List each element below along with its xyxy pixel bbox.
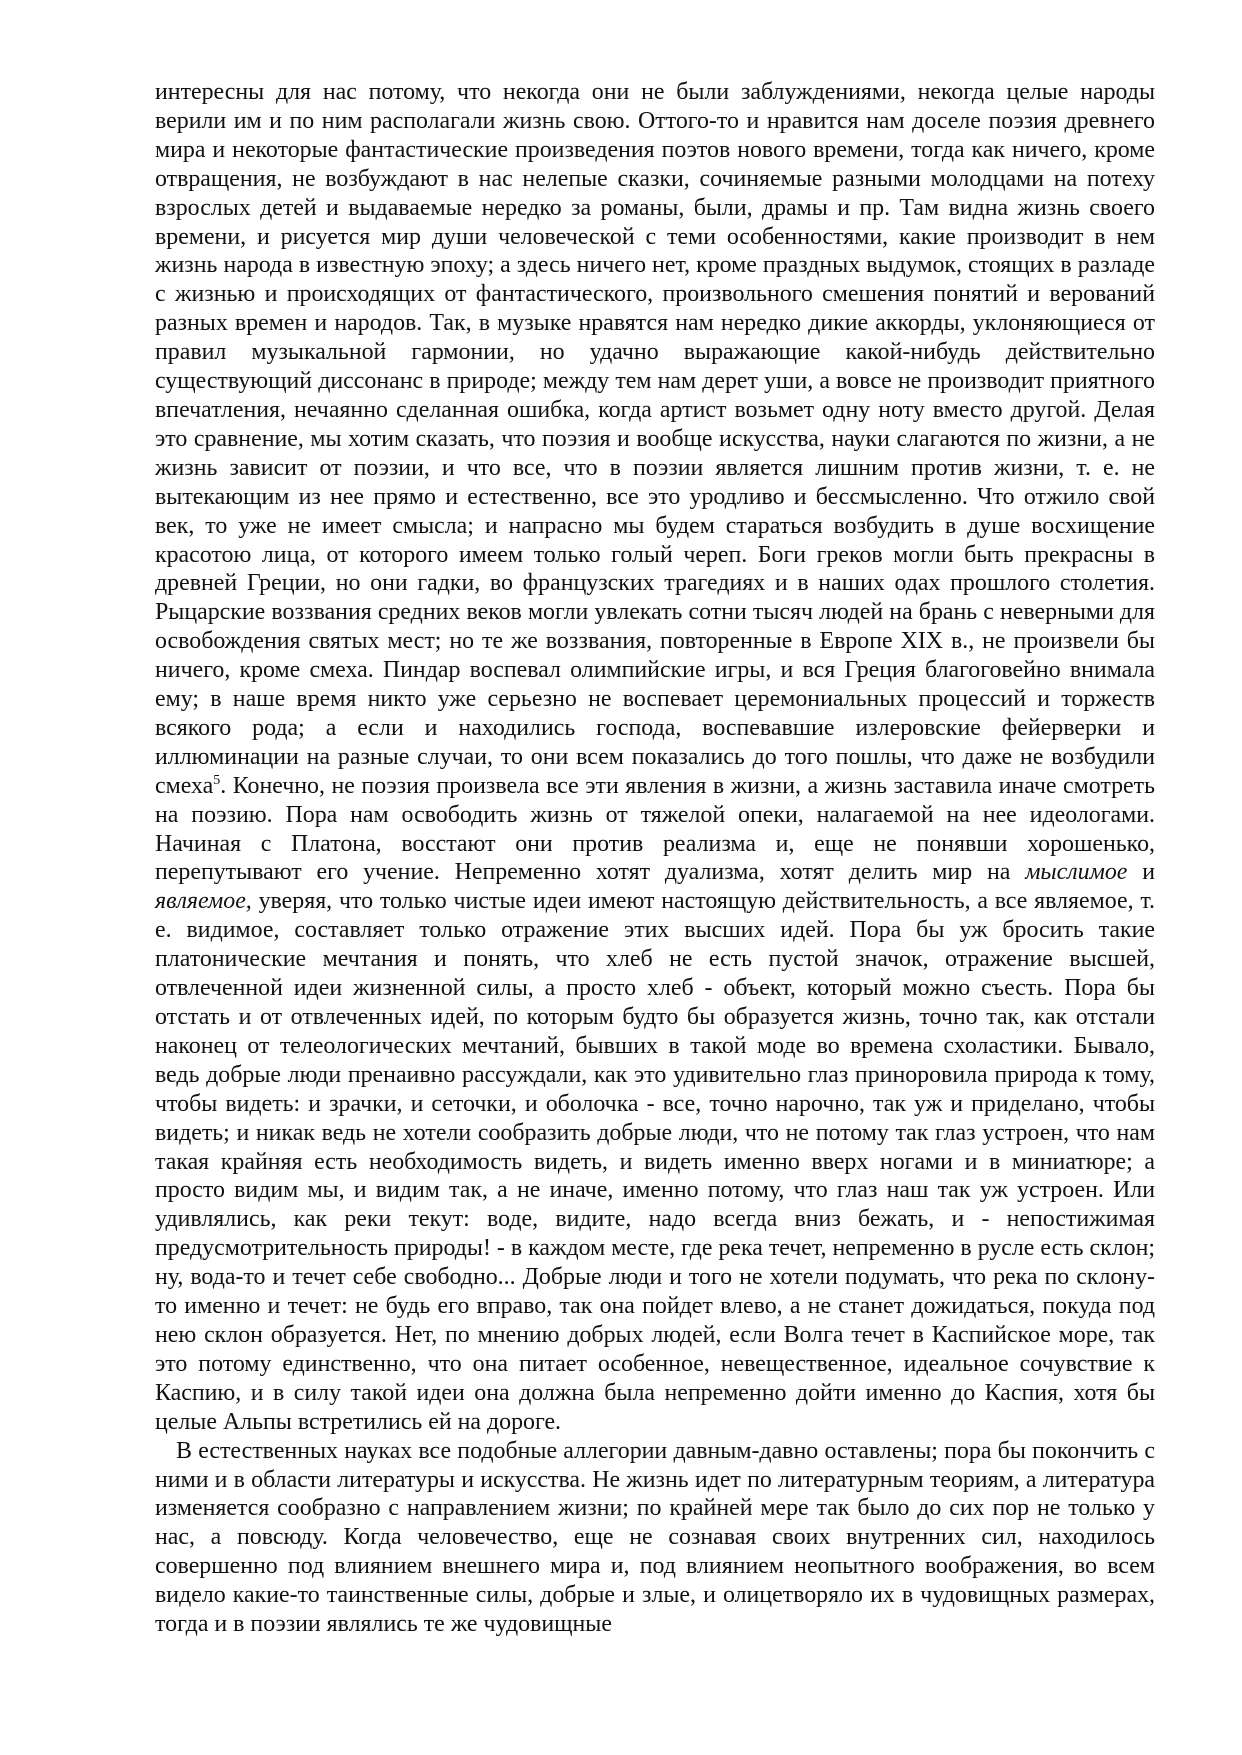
paragraph-1-part-1: интересны для нас потому, что некогда они не были заблуждениями, некогда целые народы верили им и по ним располагали жизнь свою. Оттого-то и нравится нам доселе поэзия древнего мира и некоторые фантастические произведения поэтов нового времени, тогда как ничего, кроме отвращения, не возбуждают в нас нелепые сказки, сочиняемые разными молодцами на потеху взрослых детей и выдаваемые нередко за романы, были, драмы и пр. Там видна жизнь своего времени, и рисуется мир души человеческой с теми особенностями, какие производит в нем жизнь народа в известную эпоху; а здесь ничего нет, кроме праздных выдумок, стоящих в разладе с жизнью и происходящих от фантастического, произвольного смешения понятий и верований разных времен и народов. Так, в музыке нравятся нам нередко дикие аккорды, уклоняющиеся от правил музыкальной гармонии, но удачно выражающие какой-нибудь действительно существующий диссонанс в природе; между тем нам дерет уши, а вовсе не производит приятного впечатления, нечаянно сделанная ошибка, когда артист возьмет одну ноту вместо другой. Делая это сравнение, мы хотим сказать, что поэзия и вообще искусства, науки слагаются по жизни, а не жизнь зависит от поэзии, и что все, что в поэзии является лишним против жизни, т. е. не вытекающим из нее прямо и естественно, все это уродливо и бессмысленно. Что отжило свой век, то уже не имеет смысла; и напрасно мы будем стараться возбудить в душе восхищение красотою лица, от которого имеем только голый череп. Боги греков могли быть прекрасны в древней Греции, но они гадки, во французских трагедиях и в наших одах прошлого столетия. Рыцарские воззвания средних веков могли увлекать сотни тысяч людей на брань с неверными для освобождения святых мест; но те же воззвания, повторенные в Европе XIX в., не произвели бы ничего, кроме смеха. Пиндар воспевал олимпийские игры, и вся Греция благоговейно внимала ему; в наше время никто уже серьезно не воспевает церемониальных процессий и торжеств всякого рода; а если и находились господа, воспевавшие излеровские фейерверки и иллюминации на разные случаи, то они всем показались до того пошлы, что даже не возбудили смеха [155,79,1155,799]
paragraph-1 [155,78,1155,1437]
paragraph-1-part-4: уверяя, что только чистые идеи имеют настоящую действительность, а все являемое, т. е. видимое, составляет только отражение этих высших идей. Пора бы уж бросить такие платонические мечтания и понять, что хлеб не есть пустой значок, отражение высшей, отвлеченной идеи жизненной силы, а просто хлеб - объект, который можно съесть. Пора бы отстать и от отвлеченных идей, по которым будто бы образуется жизнь, точно так, как отстали наконец от телеологических мечтаний, бывших в такой моде во времена схоластики. Бывало, ведь добрые люди пренаивно рассуждали, как это удивительно глаз приноровила природа к тому, чтобы видеть: и зрачки, и сеточки, и оболочка - все, точно нарочно, так уж и приделано, чтобы видеть; и никак ведь не хотели сообразить добрые люди, что не потому так глаз устроен, что нам такая крайняя есть необходимость видеть, и видеть именно вверх ногами и в миниатюре; а просто видим мы, и видим так, а не иначе, именно потому, что глаз наш так уж устроен. Или удивлялись, как реки текут: воде, видите, надо всегда вниз бежать, и - непостижимая предусмотрительность природы! - в каждом месте, где река течет, непременно в русле есть склон; ну, вода-то и течет себе свободно... Добрые люди и того не хотели подумать, что река по склону-то именно и течет: не будь его вправо, так она пойдет влево, а не станет дожидаться, покуда под нею склон образуется. Нет, по мнению добрых людей, если Волга течет в Каспийское море, так это потому единственно, что она питает особенное, невещественное, идеальное сочувствие к Каспию, и в силу такой идеи она должна была непременно дойти именно до Каспия, хотя бы целые Альпы встретились ей на дороге. [155,888,1155,1435]
paragraph-2: В естественных науках все подобные аллегории давным-давно оставлены; пора бы покончить с ними и в области литературы и искусства. Не жизнь идет по литературным теориям, а литература изменяется сообразно с направлением жизни; по крайней мере так было до сих пор не только у нас, а повсюду. Когда человечество, еще не сознавая своих внутренних сил, находилось совершенно под влиянием внешнего мира и, под влиянием неопытного воображения, во всем видело какие-то таинственные силы, добрые и злые, и олицетворяло их в чудовищных размерах, тогда и в поэзии являлись те же чудовищные [155,1437,1155,1638]
paragraph-1-part-2: . Конечно, не поэзия произвела все эти явления в жизни, а жизнь заставила иначе смотреть на поэзию. Пора нам освободить жизнь от тяжелой опеки, налагаемой на нее идеологами. Начиная с Платона, восстают они против реализма и, еще не понявши хорошенько, перепутывают его учение. Непременно хотят дуализма, хотят делить мир на [155,772,1155,886]
italic-term-apparent: являемое, [155,888,252,915]
document-page [155,78,1155,1639]
paragraph-1-part-3: и [1127,859,1155,886]
italic-term-thinkable: мыслимое [1025,859,1128,886]
footnote-marker[interactable]: 5 [213,772,221,788]
